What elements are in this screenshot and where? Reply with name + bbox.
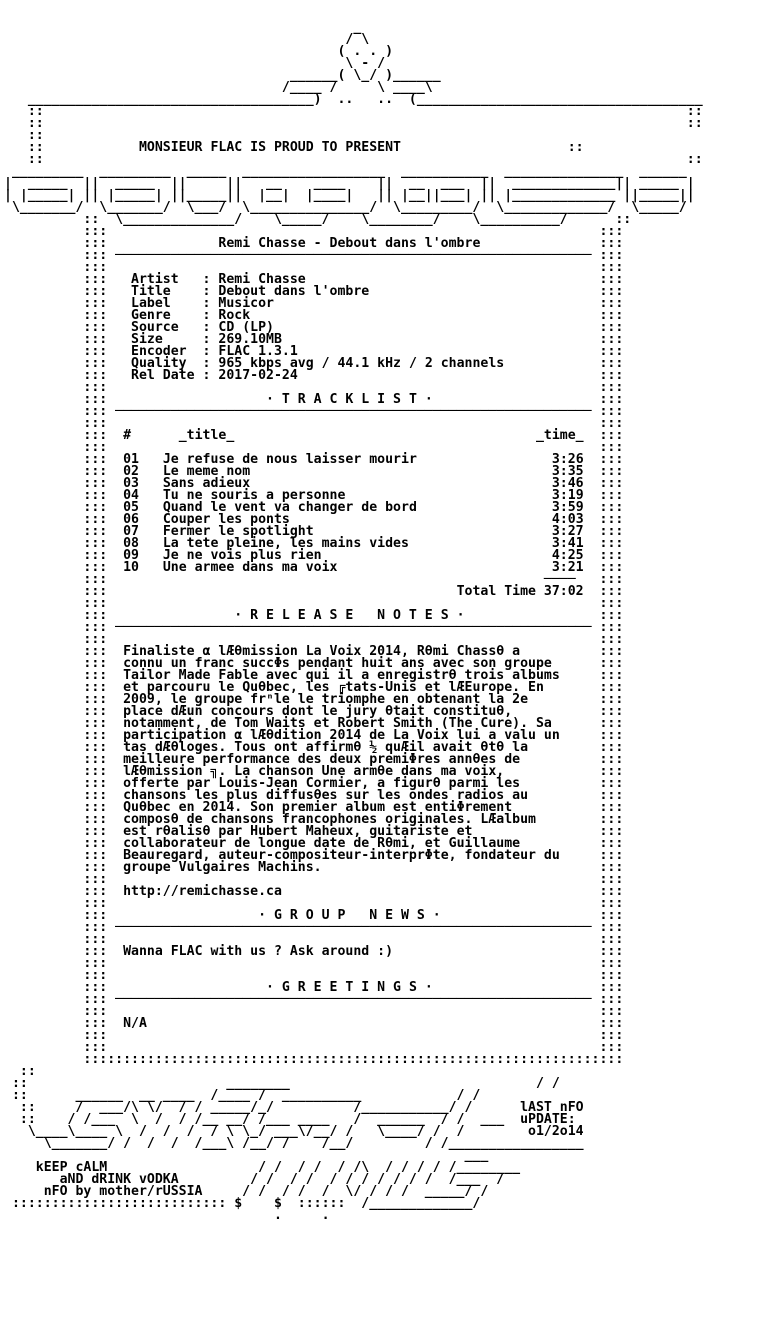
info-value: 269.10MB	[218, 332, 282, 347]
track-time: 3:19	[551, 488, 584, 503]
release-notes-line: connu un franc succΦs pendant huit ans avec son groupe	[123, 656, 552, 671]
track-title: Je refuse de nous laisser mourir	[162, 452, 417, 467]
release-notes-line: est rθalisθ par Hubert Maheux, guitariste et	[123, 824, 473, 839]
track-number: 04	[123, 488, 139, 503]
track-number: 07	[123, 524, 139, 539]
track-time: 3:46	[551, 476, 584, 491]
track-time: 3:41	[551, 536, 584, 551]
track-time: 3:26	[551, 452, 584, 467]
release-notes-line: 2009, le groupe frⁿle le triomphe en obtenant la 2e	[123, 692, 529, 707]
release-notes-line: place dÆun concours dont le jury θtait constituθ,	[123, 704, 513, 719]
release-notes-line: chansons les plus diffusθes sur les ondes radios au	[123, 788, 529, 803]
release-notes-line: composθ de chansons francophones originales. LÆalbum	[123, 812, 536, 827]
info-label: Encoder	[131, 344, 187, 359]
release-notes-line: lÆθmission ╗. La chanson Une armθe dans ma voix,	[123, 764, 505, 779]
track-number: 09	[123, 548, 139, 563]
total-time-value: 37:02	[543, 584, 584, 599]
track-number: 05	[123, 500, 139, 515]
track-number: 10	[123, 560, 139, 575]
tracklist-col-num: #	[123, 428, 132, 443]
release-notes-line: tas dÆθloges. Tous ont affirmθ ½ quÆil avait θtθ la	[123, 740, 529, 755]
track-title: Une armee dans ma voix	[162, 560, 338, 575]
greetings-text: N/A	[123, 1016, 147, 1031]
track-number: 06	[123, 512, 139, 527]
info-label: Rel Date	[131, 368, 195, 383]
track-number: 03	[123, 476, 139, 491]
info-label: Genre	[131, 308, 171, 323]
greetings-title: G R E E T I N G S	[281, 980, 417, 995]
info-value: Remi Chasse	[218, 272, 306, 287]
release-notes-line: Tailor Made Fable avec qui il a enregistrθ trois albums	[123, 668, 560, 683]
nfo-document: _ / \ ( . . ) \ - / ______( \_/ )______ /____ / \ ____\ ____________________________________) .. .. (____________________________________ :: :: :: :: :: :: MONSIEUR FLAC IS PROUD TO PRESENT :: :: :: _________ _________ _____ __________________ ___________ _______________ ______ | _____ || _____ || || __ ____ || __ ___ || _____________|| _____ | | |_____| || |_____| ||_____|| |__| |____| || |__||___| || |_____________ ||_____|| \_______/ \_______/ \___/ \_______________/ \_________/ \_____________/ \_____/ :: \______________/ \_____/ \________/ \__________/ :: ::: ::: ::: Remi Chasse - Debout dans l'ombre ::: ::: ──────────────────────────────────────────────────────────── ::: ::: ::: ::: Artist : Remi Chasse ::: ::: Title : Debout dans l'ombre ::: ::: Label : Musicor ::: ::: Genre : Rock ::: ::: Source : CD (LP) ::: ::: Size : 269.10MB ::: ::: Encoder : FLAC 1.3.1 ::: ::: Quality : 965 kbps avg / 44.1 kHz / 2 channels ::: ::: Rel Date : 2017-02-24 ::: ::: ::: ::: · T R A C K L I S T · ::: ::: ──────────────────────────────────────────────────────────── ::: ::: ::: ::: # _title_ _time_ ::: ::: ::: ::: 01 Je refuse de nous laisser mourir 3:26 ::: ::: 02 Le meme nom 3:35 ::: ::: 03 Sans adieux 3:46 ::: ::: 04 Tu ne souris a personne 3:19 ::: ::: 05 Quand le vent va changer de bord 3:59 ::: ::: 06 Couper les ponts 4:03 ::: ::: 07 Fermer le spotlight 3:27 ::: ::: 08 La tete pleine, les mains vides 3:41 ::: ::: 09 Je ne vois plus rien 4:25 ::: ::: 10 Une armee dans ma voix 3:21 ::: ::: ──── ::: ::: Total Time 37:02 ::: ::: ::: ::: · R E L E A S E N O T E S · ::: ::: ──────────────────────────────────────────────────────────── ::: ::: ::: ::: Finaliste α lÆθmission La Voix 2014, Rθmi Chassθ a ::: ::: connu un franc succΦs pendant huit ans avec son groupe ::: ::: Tailor Made Fable avec qui il a enregistrθ trois albums ::: ::: et parcouru le Quθbec, les ╔tats-Unis et lÆEurope. En ::: ::: 2009, le groupe frⁿle le triomphe en obtenant la 2e ::: ::: place dÆun concours dont le jury θtait constituθ, ::: ::: notamment, de Tom Waits et Robert Smith (The Cure). Sa ::: ::: participation α lÆθdition 2014 de La Voix lui a valu un ::: ::: tas dÆθloges. Tous ont affirmθ ½ quÆil avait θtθ la ::: ::: meilleure performance des deux premiΦres annθes de ::: ::: lÆθmission ╗. La chanson Une armθe dans ma voix, ::: ::: offerte par Louis-Jean Cormier, a figurθ parmi les ::: ::: chansons les plus diffusθes sur les ondes radios au ::: ::: Quθbec en 2014. Son premier album est entiΦrement ::: ::: composθ de chansons francophones originales. LÆalbum ::: ::: est rθalisθ par Hubert Maheux, guitariste et ::: ::: collaborateur de longue date de Rθmi, et Guillaume ::: ::: Beauregard, auteur-compositeur-interprΦte, fondateur du ::: ::: groupe Vulgaires Machins. ::: ::: ::: ::: http://remichasse.ca ::: ::: ::: ::: · G R O U P N E W S · ::: ::: ──────────────────────────────────────────────────────────── ::: ::: ::: ::: Wanna FLAC with us ? Ask around :) ::: ::: ::: ::: ::: ::: · G R E E T I N G S · ::: ::: ──────────────────────────────────────────────────────────── ::: ::: ::: ::: N/A ::: ::: ::: ::: ::: :::::::::::::::::::::::::::::::::::::::::::::::::::::::::::::::::::: :: :: ________ / / :: ______ __ ____ /____ / __________ / / :: / ___/\ \/ / / _____/_/ /___________/ / lAST nFO :: / /___ \ / / /__ __/ /___ ____ / ______ / / ___ uPDATE: \____\____ \ / / / / \ \_/ ___\/__/ / \____/ / / o1/2o14 \_______/ / / / /___\ /__/ / /__/ / /_________________ ___ kEEP cALM / / / / / /\ / / / / /________ aND dRINK vODKA / / / / / / / / / / / /___ / nFO by mother/rUSSIA / / / / / \/ / / / _____/ / ::::::::::::::::::::::::::: $ $ :::::: /_____________/ . .	[4, 20, 703, 1223]
track-time: 3:59	[551, 500, 584, 515]
release-notes-line: offerte par Louis-Jean Cormier, a figurθ parmi les	[123, 776, 521, 791]
release-notes-line: notamment, de Tom Waits et Robert Smith (The Cure). Sa	[123, 716, 552, 731]
track-title: La tete pleine, les mains vides	[162, 536, 409, 551]
track-title: Fermer le spotlight	[162, 524, 314, 539]
info-value: CD (LP)	[218, 320, 274, 335]
track-number: 01	[123, 452, 139, 467]
release-notes-line: participation α lÆθdition 2014 de La Voix lui a valu un	[123, 728, 560, 743]
track-title: Couper les ponts	[162, 512, 290, 527]
release-notes-line: et parcouru le Quθbec, les ╔tats-Unis et lÆEurope. En	[123, 680, 544, 695]
track-time: 3:27	[551, 524, 584, 539]
info-label: Title	[131, 284, 171, 299]
track-time: 3:35	[551, 464, 584, 479]
release-notes-line: collaborateur de longue date de Rθmi, et Guillaume	[123, 836, 521, 851]
info-value: Musicor	[218, 296, 274, 311]
footer-ascii-art: :: :: ________ / / :: ______ __ ____ /____ / __________ / / :: / ___/\ \/ / / _____/_/ /___________/ / lAST nFO :: / /___ \ / / /__ __/ /___ ____ / ______ / / ___ uPDATE: \____\____ \ / / / / \ \_/ ___\/__/ / \____/ / / o1/2o14 \_______/ / / / /___\ /__/ / /__/ / /_________________ ___ kEEP cALM / / / / / /\ / / / / /________ aND dRINK vODKA / / / / / / / / / / / /___ / nFO by mother/rUSSIA / / / / / \/ / / / _____/ / ::::::::::::::::::::::::::: $ $ :::::: /_____________/ . .	[11, 1064, 584, 1223]
track-title: Sans adieux	[162, 476, 251, 491]
track-title: Le meme nom	[162, 464, 251, 479]
release-notes-title: R E L E A S E N O T E S	[250, 608, 449, 623]
info-value: FLAC 1.3.1	[218, 344, 298, 359]
tracklist-col-time: _time_	[535, 428, 584, 443]
info-value: Rock	[218, 308, 251, 323]
group-news-text: Wanna FLAC with us ? Ask around :)	[123, 944, 394, 959]
release-notes-line: groupe Vulgaires Machins.	[123, 860, 322, 875]
release-notes-line: Quθbec en 2014. Son premier album est entiΦrement	[123, 800, 513, 815]
track-title: Quand le vent va changer de bord	[162, 500, 417, 515]
info-label: Label	[131, 296, 171, 311]
header-ascii-art: _ / \ ( . . ) \ - / ______( \_/ )______ /____ / \ ____\ ____________________________________) .. .. (____________________________________ :: :: :: :: ::	[27, 20, 703, 143]
info-label: Source	[131, 320, 179, 335]
track-number: 02	[123, 464, 139, 479]
release-notes-line: Finaliste α lÆθmission La Voix 2014, Rθmi Chassθ a	[123, 644, 521, 659]
track-time: 3:21	[551, 560, 584, 575]
track-title: Tu ne souris a personne	[162, 488, 346, 503]
track-title: Je ne vois plus rien	[162, 548, 322, 563]
release-notes-line: Beauregard, auteur-compositeur-interprΦte, fondateur du	[123, 848, 560, 863]
release-notes-line: meilleure performance des deux premiΦres annθes de	[123, 752, 521, 767]
header-tagline: MONSIEUR FLAC IS PROUD TO PRESENT	[138, 140, 401, 155]
group-news-title: G R O U P N E W S	[273, 908, 425, 923]
track-time: 4:25	[551, 548, 584, 563]
tracklist-col-title: _title_	[178, 428, 235, 443]
track-number: 08	[123, 536, 139, 551]
release-heading: Remi Chasse - Debout dans l'ombre	[218, 236, 481, 251]
track-time: 4:03	[551, 512, 584, 527]
info-label: Artist	[131, 272, 179, 287]
info-label: Quality	[131, 356, 187, 371]
info-value: 2017-02-24	[218, 368, 298, 383]
info-value: 965 kbps avg / 44.1 kHz / 2 channels	[218, 356, 505, 371]
total-time-label: Total Time	[456, 584, 536, 599]
release-url: http://remichasse.ca	[123, 884, 282, 899]
info-value: Debout dans l'ombre	[218, 284, 370, 299]
info-label: Size	[131, 332, 163, 347]
tracklist-title: T R A C K L I S T	[281, 392, 417, 407]
